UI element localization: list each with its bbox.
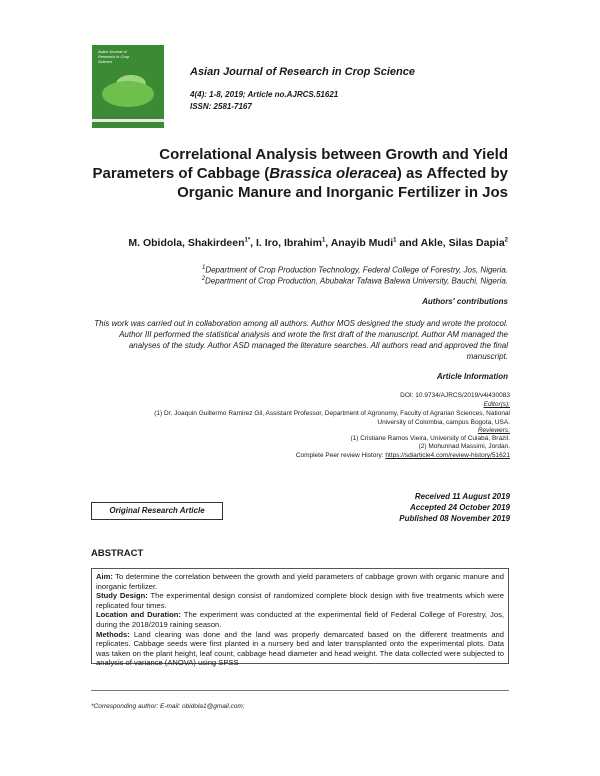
journal-name: Asian Journal of Research in Crop Science [190,66,415,78]
editor-line-2: University of Colombia, campus Bogota, USA. [377,419,510,426]
article-type: Original Research Article [91,502,223,520]
abstract-box: Aim: To determine the correlation between the growth and yield parameters of cabbage grown with organic manure and inorganic fertilizer. Study Design: The experimental design consist of randomized complete block design with five treatments which were replicated four times. Location and Duration: The experiment was conducted at the experimental field of Federal College of Forestry, Jos, during the 2018/2019 raining season. Methods: Land clearing was done and the land was properly demarcated based on the different treatments and replicates. Cabbage seeds were first planted in a nursery bed and later transplanted onto the experimental plots. Data was taken on the plant height, leaf count, cabbage head diameter and head weight. The data collected were subjected to analysis of variance (ANOVA) using SPSS [91,568,509,664]
volume-line: 4(4): 1-8, 2019; Article no.AJRCS.51621 [190,90,339,99]
contributions-heading: Authors' contributions [422,297,508,306]
paper-title: Correlational Analysis between Growth and Yield Parameters of Cabbage (Brassica oleracea) as Affected by Organic Manure and Inorganic Fertilizer in Jos [92,146,508,201]
contributions-text: This work was carried out in collaboration among all authors. Author MOS designed the study and wrote the protocol. Author III performed the statistical analysis and wrote the first draft of the manuscript. Author AM managed the analyses of the study. Author ASD managed the literature searches. All authors read and approved the final manuscript. [94,319,508,361]
cover-bar [92,119,164,122]
corresponding-author-footnote: *Corresponding author: E-mail: obidola1@gmail.com; [91,703,245,710]
editor-label: Editor(s): [483,401,510,408]
author-list: M. Obidola, Shakirdeen$^{1*}$, I. Iro, Ibrahim$^1$, Anayib Mudi$^1$ and Akle, Silas Dapia$^2$ [128,237,508,249]
affiliation-2: $^2$Department of Crop Production, Abubakar Tafawa Balewa University, Bauchi, Nigeria. [201,276,508,286]
review-history: Complete Peer review History: https://sdiarticle4.com/review-history/51621 [295,452,510,459]
cabbage-illustration-base [102,81,154,107]
received-date: Received 11 August 2019 [414,492,510,501]
abstract-heading: ABSTRACT [91,548,144,559]
reviewer-2: (2) Mohunnad Massimi, Jordan. [418,443,510,450]
accepted-date: Accepted 24 October 2019 [409,503,510,512]
footnote-divider [91,690,509,691]
editor-line-1: (1) Dr. Joaquin Guillermo Ramirez Gil, Assistant Professor, Department of Agronomy, Faculty of Agrarian Sciences, National [154,410,510,417]
review-history-link[interactable]: https://sdiarticle4.com/review-history/51621 [385,452,510,459]
issn: ISSN: 2581-7167 [190,102,252,111]
reviewers-label: Reviewers: [477,427,510,434]
doi: DOI: 10.9734/AJRCS/2019/v4i430083 [400,392,510,399]
published-date: Published 08 November 2019 [399,514,510,523]
cover-label: Asian Journal of Research in Crop Science [98,49,130,64]
journal-cover-image [92,45,164,128]
reviewer-1: (1) Cristiane Ramos Vieira, University of Cuiabá, Brazil. [350,435,510,442]
affiliation-1: $^1$Department of Crop Production Technology, Federal College of Forestry, Jos, Nigeria. [201,265,508,275]
article-info-heading: Article Information [436,372,508,381]
